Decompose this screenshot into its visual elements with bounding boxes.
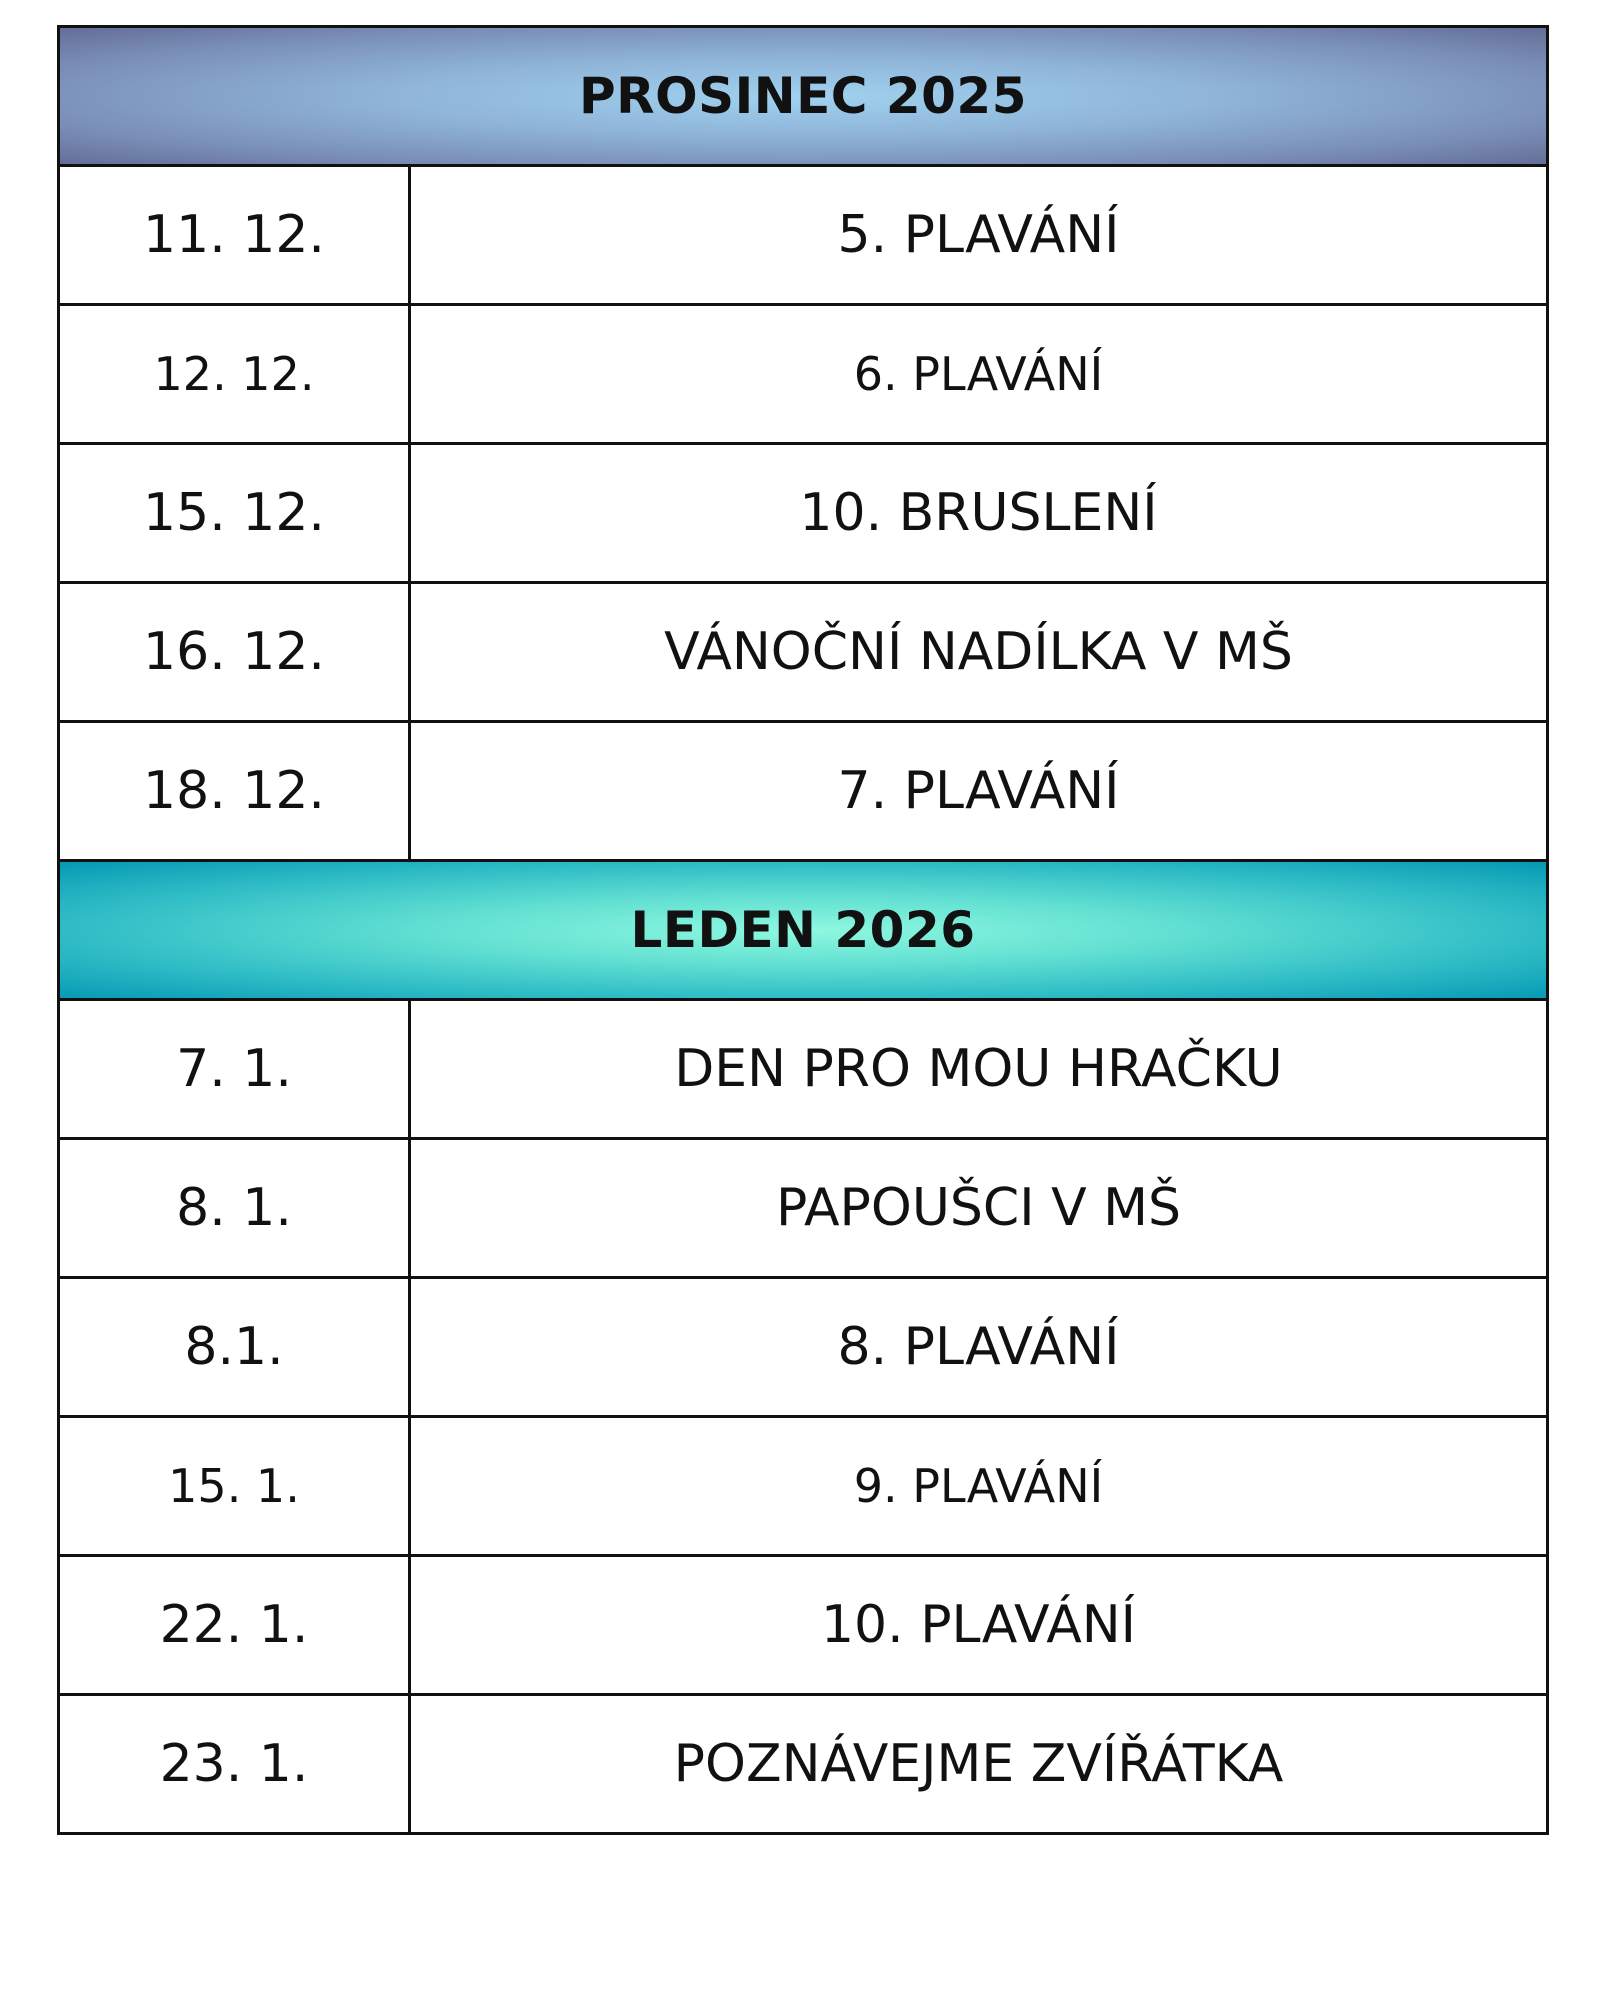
event-name: 8. PLAVÁNÍ <box>410 1278 1548 1417</box>
event-date: 7. 1. <box>59 1000 410 1139</box>
table-row <box>59 1417 1548 1556</box>
table-row <box>59 722 1548 861</box>
table-row <box>59 1139 1548 1278</box>
table-row <box>59 305 1548 444</box>
event-name: 9. PLAVÁNÍ <box>410 1417 1548 1556</box>
event-date: 11. 12. <box>59 166 410 305</box>
event-name: 10. BRUSLENÍ <box>410 444 1548 583</box>
event-date: 15. 1. <box>59 1417 410 1556</box>
event-date: 12. 12. <box>59 305 410 444</box>
event-name: PAPOUŠCI V MŠ <box>410 1139 1548 1278</box>
event-name: DEN PRO MOU HRAČKU <box>410 1000 1548 1139</box>
month-header-prosinec <box>59 27 1548 166</box>
event-name: 7. PLAVÁNÍ <box>410 722 1548 861</box>
event-date: 16. 12. <box>59 583 410 722</box>
table-row <box>59 1278 1548 1417</box>
table-row <box>59 1000 1548 1139</box>
event-name: 10. PLAVÁNÍ <box>410 1556 1548 1695</box>
event-schedule-table <box>57 25 1549 1835</box>
event-name: 6. PLAVÁNÍ <box>410 305 1548 444</box>
table-row <box>59 583 1548 722</box>
table-row <box>59 1556 1548 1695</box>
event-date: 8. 1. <box>59 1139 410 1278</box>
event-name: POZNÁVEJME ZVÍŘÁTKA <box>410 1695 1548 1834</box>
event-date: 8.1. <box>59 1278 410 1417</box>
event-date: 15. 12. <box>59 444 410 583</box>
table-row <box>59 444 1548 583</box>
table-row <box>59 166 1548 305</box>
event-name: VÁNOČNÍ NADÍLKA V MŠ <box>410 583 1548 722</box>
table-row <box>59 1695 1548 1834</box>
event-name: 5. PLAVÁNÍ <box>410 166 1548 305</box>
event-date: 23. 1. <box>59 1695 410 1834</box>
month-title: LEDEN 2026 <box>59 861 1548 1000</box>
month-title: PROSINEC 2025 <box>59 27 1548 166</box>
event-date: 18. 12. <box>59 722 410 861</box>
month-header-leden <box>59 861 1548 1000</box>
event-date: 22. 1. <box>59 1556 410 1695</box>
